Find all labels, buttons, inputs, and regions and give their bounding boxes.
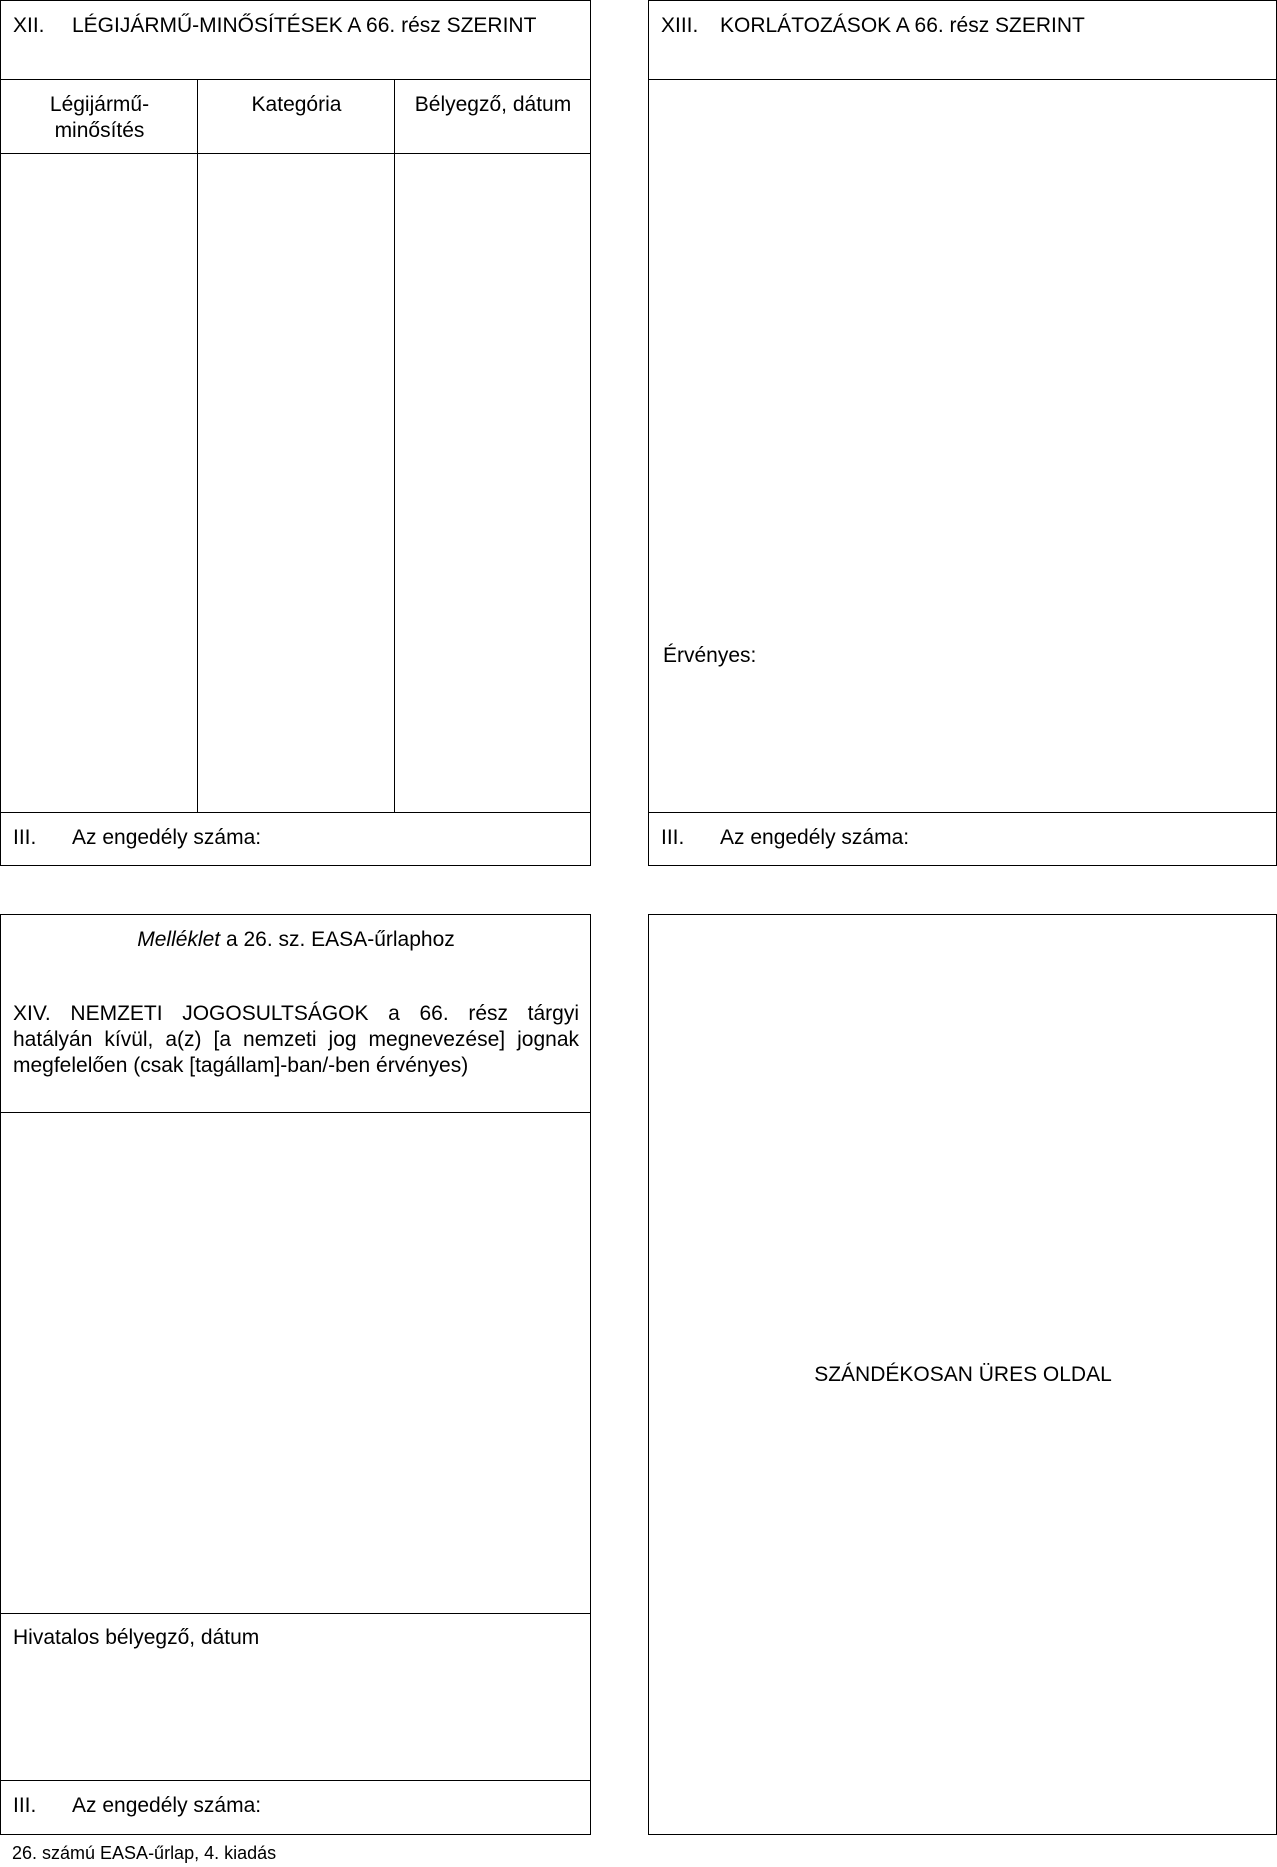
license-number-label: Az engedély száma:	[72, 826, 262, 849]
section-xii-title	[13, 13, 536, 39]
divider	[1, 1112, 590, 1113]
column-header-category: Kategória	[251, 93, 342, 116]
section-xiii-title	[661, 13, 1085, 39]
divider	[1, 1780, 590, 1781]
section-xiii-number: XIII.	[661, 14, 699, 37]
column-divider	[394, 79, 395, 812]
license-number-index: III.	[661, 826, 685, 849]
blank-page-panel	[648, 914, 1277, 1835]
license-number-row	[13, 825, 261, 851]
intentionally-blank-text: SZÁNDÉKOSAN ÜRES OLDAL	[814, 1363, 1112, 1386]
limitations-panel	[648, 0, 1277, 866]
valid-label: Érvényes:	[663, 644, 757, 667]
official-stamp-label: Hivatalos bélyegző, dátum	[13, 1626, 260, 1649]
license-number-label: Az engedély száma:	[720, 826, 910, 849]
license-number-row	[661, 825, 909, 851]
table-header-divider	[1, 153, 590, 154]
license-number-label: Az engedély száma:	[72, 1794, 262, 1817]
divider	[1, 79, 590, 80]
license-number-row	[13, 1793, 261, 1819]
form-footer: 26. számú EASA-űrlap, 4. kiadás	[12, 1843, 277, 1863]
column-header-stamp-date: Bélyegző, dátum	[414, 93, 572, 116]
annex-heading	[1, 927, 591, 953]
license-number-index: III.	[13, 826, 37, 849]
column-header-aircraft-rating: Légijármű- minősítés	[49, 93, 150, 142]
divider	[649, 812, 1276, 813]
column-divider	[197, 79, 198, 812]
section-xiv-text: XIV. NEMZETI JOGOSULTSÁGOK a 66. rész tárgyi hatályán kívül, a(z) [a nemzeti jog megnevezése] jognak megfelelően (csak [tagállam]-ban/-ben érvényes)	[13, 1002, 579, 1077]
section-xii-title-text: LÉGIJÁRMŰ-MINŐSÍTÉSEK A 66. rész SZERINT	[72, 14, 537, 37]
aircraft-ratings-panel	[0, 0, 591, 866]
section-xiii-title-text: KORLÁTOZÁSOK A 66. rész SZERINT	[720, 14, 1085, 37]
annex-rest: a 26. sz. EASA-űrlaphoz	[220, 928, 455, 951]
divider	[649, 79, 1276, 80]
license-number-index: III.	[13, 1794, 37, 1817]
national-privileges-panel	[0, 914, 591, 1835]
divider	[1, 812, 590, 813]
annex-italic: Melléklet	[137, 928, 221, 951]
section-xii-number: XII.	[13, 14, 45, 37]
divider	[1, 1613, 590, 1614]
